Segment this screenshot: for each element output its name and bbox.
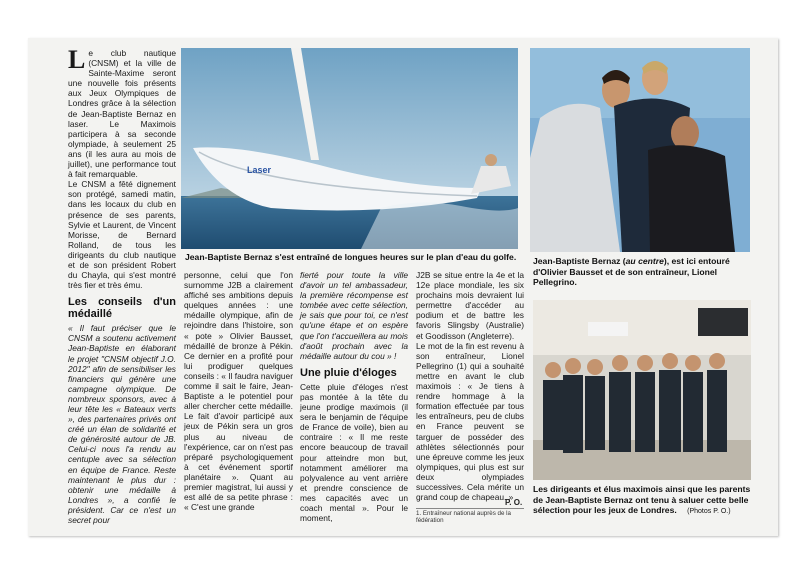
svg-text:Laser: Laser: [247, 165, 272, 175]
quote-paragraph: fierté pour toute la ville d'avoir un tel ambassadeur, la première récompense est tombée avec cette sélection, je sais que pour toi, ce n'est qu'une étape et on espère que l'on t'accueillera au mois d'août prochain avec la médaille autour du cou » !: [300, 270, 408, 361]
author-signature: P. O.: [505, 498, 523, 507]
section-heading: Une pluie d'éloges: [300, 366, 397, 379]
section-heading: Les conseils d'un médaillé: [68, 296, 176, 321]
sailing-photo-caption: Jean-Baptiste Bernaz s'est entraîné de longues heures sur le plan d'eau du golfe.: [185, 252, 517, 262]
footnote-divider: [416, 508, 524, 509]
group-photo: [533, 300, 751, 480]
intro-paragraph: Le club nautique (CNSM) et la ville de Sainte-Maxime seront une nouvelle fois présents aux Jeux Olympiques de Londres grâce à la sélection de Jean-Baptiste Bernaz en laser. Le Maximois participera à sa seconde olympiade, à seulement 25 ans (il les aura au mois de juillet), une performance tout à fait remarquable.: [68, 45, 176, 180]
paragraph: J2B se situe entre la 4e et la 12e place mondiale, les six prochains mois devraient lui permettre d'accéder au podium et de battre les favoris Slingsby (Australie) et Goodisson (Angleterre).: [416, 270, 524, 341]
quote-paragraph: « Il faut préciser que le CNSM a soutenu activement Jean-Baptiste en élaborant le projet "CNSM objectif J.O. 2012" afin de sensibiliser les financiers qui génère une campagne olympique. De nombreux sponsors, avec à leur tête les « Bateaux verts », des partenaires privés ont créé un élan de solidarité et de générosité autour de JB. Celui-ci nous l'a rendu au centuple avec sa sélection en équipe de France. Reste maintenant le plus dur : obtenir une médaille à Londres », a confié le président. Car ce n'est un secret pour: [68, 323, 176, 526]
photo-credit: (Photos P. O.): [687, 508, 731, 515]
article-column-1: [68, 45, 176, 526]
newspaper-clipping: [28, 38, 778, 536]
paragraph: Cette pluie d'éloges n'est pas montée à la tête du jeune prodige maximois (il sera le benjamin de l'équipe de France de voile), bien au contraire : « Il me reste encore beaucoup de travail pour atteindre mon but, notamment améliorer ma polyvalence au vent arrière et prendre conscience de mes capacités avec un coach mental ». Pour le moment,: [300, 381, 408, 524]
paragraph: Le CNSM a fêté dignement son protégé, samedi matin, dans les locaux du club en présence de ses parents, Sylvie et Laurent, de Vincent Morisse, de Bernard Rolland, de tous les dirigeants du club nautique et de son président Robert du Chayla, qui s'est montré très fier et très ému.: [68, 179, 176, 291]
article-column-2: [184, 270, 293, 512]
sailing-photo: [181, 48, 518, 249]
trio-photo: [530, 48, 750, 252]
trio-photo-caption: Jean-Baptiste Bernaz (au centre), est ici entouré d'Olivier Bausset et de son entraîneur, Lionel Pellegrino.: [533, 256, 730, 287]
group-photo-caption: Les dirigeants et élus maximois ainsi que les parents de Jean-Baptiste Bernaz ont tenu à saluer cette belle sélection pour les jeux de Londres. (Photos P. O.): [533, 484, 751, 515]
quote-paragraph: Le mot de la fin est revenu à son entraîneur, Lionel Pellegrino (1) qui a souhaité mettre en avant le club maximois : « Je tiens à rendre hommage à la formation effectuée par tous les entraîneurs, peu de clubs en France peuvent se targuer de posséder des athlètes sélectionnés pour une épreuve comme les jeux olympiques, qui plus est sur deux olympiades successives. Cela mérite un grand coup de chapeau. »: [416, 340, 524, 503]
drop-cap: L: [68, 45, 86, 74]
article-column-4: [416, 270, 524, 502]
article-column-3: [300, 270, 408, 523]
footnote: 1. Entraîneur national auprès de la fédération: [416, 510, 511, 524]
paragraph: personne, celui que l'on surnomme J2B a clairement affiché ses ambitions depuis quelques années : une médaille olympique, afin de rejoindre dans l'histoire, son « pote » Olivier Bausset, médaillé de bronze à Pékin. Ce dernier en a profité pour lui prodiguer quelques conseils : « Il faudra naviguer comme il sait le faire, Jean-Baptiste a le potentiel pour aller chercher cette médaille. Le fait d'avoir participé aux jeux de Pékin sera un gros plus au niveau de l'expérience, car on n'est pas préparé psychologiquement à cet événement sportif planétaire ». Quant au premier magistrat, lui aussi y est allé de sa petite phrase : « C'est une grande: [184, 270, 293, 513]
